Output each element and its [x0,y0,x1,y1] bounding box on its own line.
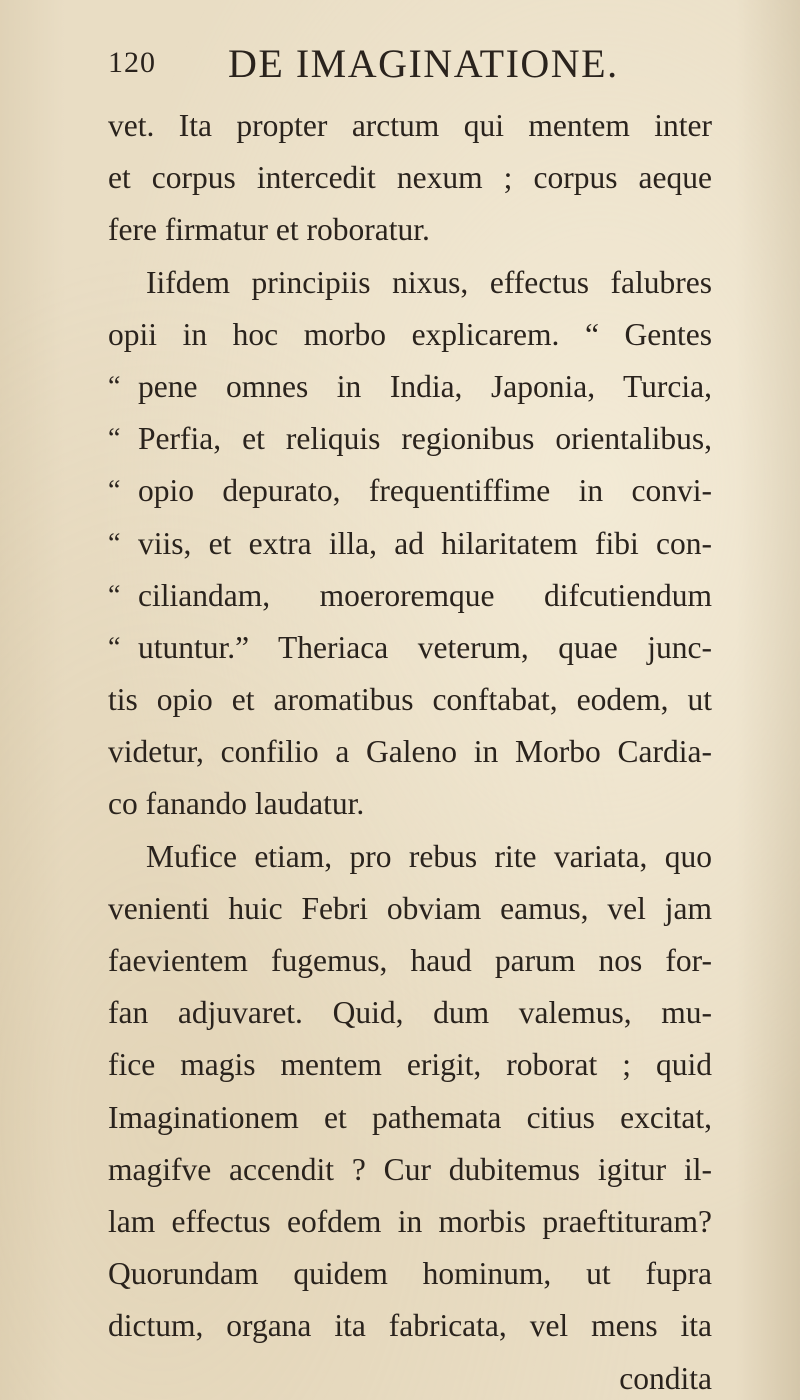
text-line-22: lam effectus eofdem in morbis praeftituram? [108,1203,712,1239]
quote-mark: “ [108,475,121,507]
text-line-10-content: ciliandam, moeroremque difcutiendum [138,577,712,613]
text-line-4: Iifdem principiis nixus, effectus falubres [146,264,712,300]
text-line-20: Imaginationem et pathemata citius excitat, [108,1099,712,1135]
text-line-9-content: viis, et extra illa, ad hilaritatem fibi con- [138,525,712,561]
catchword: condita [619,1360,712,1396]
text-line-12: tis opio et aromatibus conftabat, eodem, ut [108,682,712,718]
text-line-8 [108,465,712,517]
quote-mark: “ [108,370,121,402]
quote-mark: “ [108,579,121,611]
running-head [108,36,708,86]
text-line-23: Quorundam quidem hominum, ut fupra [108,1256,712,1292]
page-number: 120 [108,46,156,79]
text-line-3: fere firmatur et roboratur. [108,212,430,248]
text-line-1: vet. Ita propter arctum qui mentem inter [108,108,712,143]
quote-mark: “ [108,527,121,559]
text-line-10 [108,570,712,622]
text-line-7 [108,413,712,465]
text-line-17: faevientem fugemus, haud parum nos for- [108,943,712,978]
quote-mark: “ [108,423,121,455]
quoted-passage [108,361,712,674]
text-line-13: videtur, confilio a Galeno in Morbo Cardia- [108,734,712,770]
text-line-9 [108,518,712,570]
text-line-8-content: opio depurato, frequentiffime in convi- [138,473,712,509]
text-line-21: magifve accendit ? Cur dubitemus igitur il- [108,1151,712,1187]
body-text [108,100,712,1400]
text-line-5: opii in hoc morbo explicarem. “ Gentes [108,316,712,352]
text-line-24: dictum, organa ita fabricata, vel mens ita [108,1308,712,1344]
text-line-18: fan adjuvaret. Quid, dum valemus, mu- [108,995,712,1031]
text-line-6-content: pene omnes in India, Japonia, Turcia, [138,368,712,404]
text-line-19: fice magis mentem erigit, roborat ; quid [108,1047,712,1083]
quote-mark: “ [108,631,121,663]
text-line-14: co fanando laudatur. [108,786,365,822]
text-line-11-content: utuntur.” Theriaca veterum, quae junc- [138,629,712,665]
text-line-7-content: Perfia, et reliquis regionibus orientalibus, [138,421,712,457]
text-line-2: et corpus intercedit nexum ; corpus aeque [108,160,712,196]
text-line-6 [108,361,712,413]
text-line-11 [108,622,712,674]
text-line-15: Mufice etiam, pro rebus rite variata, quo [146,838,712,874]
text-line-16: venienti huic Febri obviam eamus, vel jam [108,890,712,926]
running-title: DE IMAGINATIONE. [228,41,619,86]
